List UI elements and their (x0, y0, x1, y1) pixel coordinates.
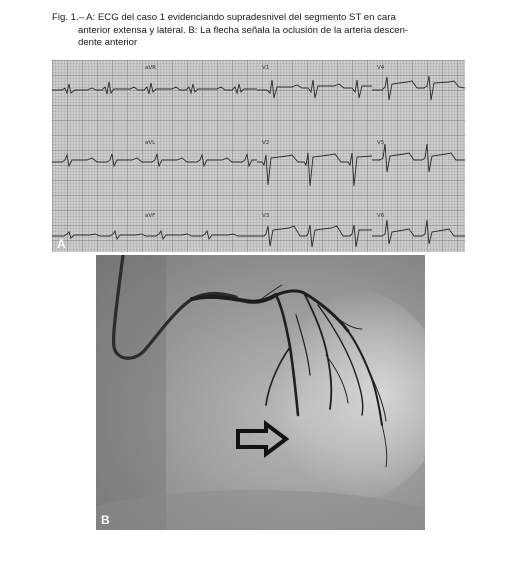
lead-label-v4: V4 (377, 65, 385, 71)
caption-line-3: dente anterior (78, 37, 138, 49)
lead-label-v3: V3 (262, 213, 270, 219)
heart-shadow-region (226, 285, 425, 505)
lead-label-avl: aVL (145, 140, 156, 146)
lead-label-v2: V2 (262, 140, 270, 146)
ecg-panel (52, 60, 465, 252)
ecg-trace-row-3 (52, 220, 465, 247)
caption-line-2: anterior extensa y lateral. B: La flecha señala la oclusión de la arteria descen- (78, 24, 409, 36)
angiography-panel (96, 255, 425, 530)
lead-label-avr: aVR (145, 65, 156, 71)
lead-label-avf: aVF (145, 213, 156, 219)
panel-label-b: B (101, 513, 110, 527)
ecg-trace-row-1 (52, 76, 465, 100)
angiography-image (96, 255, 425, 530)
panel-label-a: A (57, 237, 66, 251)
figure-caption (52, 12, 472, 50)
caption-line-1: Fig. 1.– A: ECG del caso 1 evidenciando supradesnivel del segmento ST en cara (52, 12, 396, 23)
ecg-traces (52, 60, 465, 252)
ecg-trace-row-2 (52, 144, 465, 186)
lead-label-v6: V6 (377, 213, 385, 219)
lead-label-v5: V5 (377, 140, 385, 146)
lead-label-v1: V1 (262, 65, 270, 71)
left-dark-region (96, 255, 166, 530)
